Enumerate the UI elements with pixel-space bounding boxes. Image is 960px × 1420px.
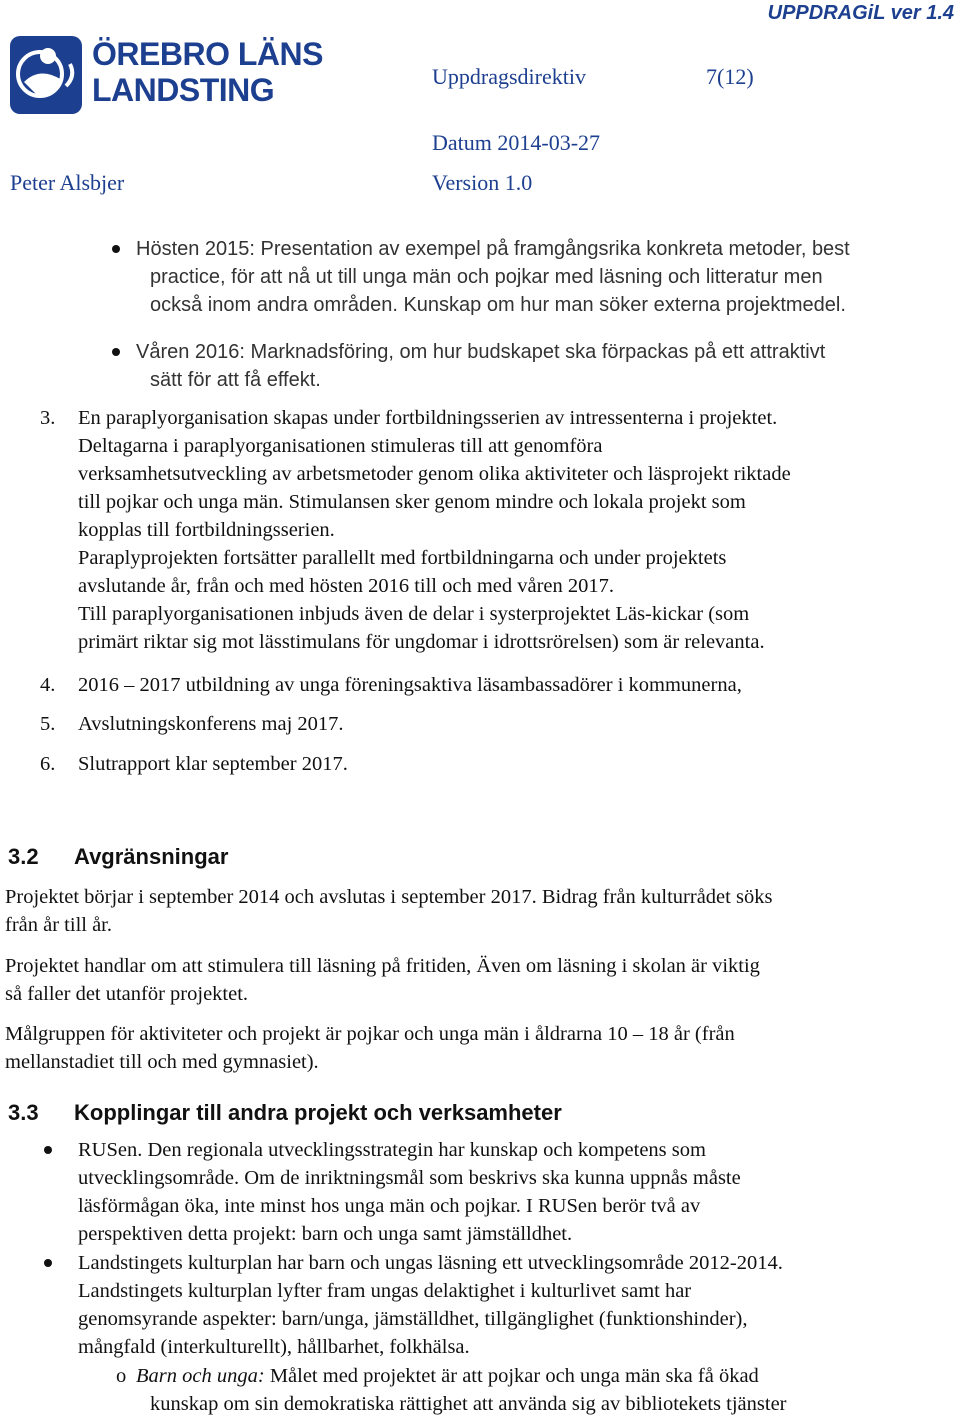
list-item-3 (78, 404, 791, 656)
text-line: kopplas till fortbildningsserien. (78, 519, 335, 541)
connection-bullet-1 (78, 1136, 741, 1248)
text-line: från år till år. (5, 914, 113, 936)
text-line: Hösten 2015: Presentation av exempel på framgångsrika konkreta metoder, best (136, 238, 850, 260)
sub-bullet-marker: o (116, 1365, 127, 1387)
intro-bullet-2 (136, 338, 825, 394)
paragraph-3-2-1 (5, 883, 772, 939)
document-type: Uppdragsdirektiv (432, 64, 586, 89)
text-line: Landstingets kulturplan lyfter fram ungas delaktighet i kulturlivet samt har (78, 1280, 692, 1302)
bullet-icon (112, 348, 120, 356)
logo-line-2: LANDSTING (92, 72, 275, 108)
text-line: verksamhetsutveckling av arbetsmetoder genom olika aktiviteter och läsprojekt riktade (78, 463, 791, 485)
text-line: primärt riktar sig mot lässtimulans för ungdomar i idrottsrörelsen) som är relevanta. (78, 631, 765, 653)
bullet-icon (44, 1259, 52, 1267)
list-item-4: 2016 – 2017 utbildning av unga föreningsaktiva läsambassadörer i kommunerna, (78, 674, 742, 696)
section-number-3-2: 3.2 (8, 844, 39, 869)
logo-line-1: ÖREBRO LÄNS (92, 36, 323, 72)
list-item-5: Avslutningskonferens maj 2017. (78, 713, 344, 735)
text-line: Målgruppen för aktiviteter och projekt är pojkar och unga män i åldrarna 10 – 18 år (från (5, 1023, 735, 1045)
section-number-3-3: 3.3 (8, 1100, 39, 1125)
paragraph-3-2-2 (5, 952, 760, 1008)
text-line: avslutande år, från och med hösten 2016 till och med våren 2017. (78, 575, 615, 597)
text-line: sätt för att få effekt. (150, 369, 321, 391)
list-number-3: 3. (40, 407, 56, 429)
text-line: Projektet börjar i september 2014 och avslutas i september 2017. Bidrag från kulturrådet söks (5, 886, 773, 908)
organization-logo (10, 36, 323, 116)
text-line: genomsyrande aspekter: barn/unga, jämställdhet, tillgänglighet (funktionshinder), (78, 1308, 748, 1330)
sub-bullet (136, 1362, 787, 1418)
text-line: perspektiven detta projekt: barn och unga samt jämställdhet. (78, 1223, 573, 1245)
list-number-5: 5. (40, 713, 56, 735)
text-line: mångfald (interkulturellt), hållbarhet, folkhälsa. (78, 1336, 470, 1358)
list-item-6: Slutrapport klar september 2017. (78, 753, 348, 775)
document-author: Peter Alsbjer (10, 170, 125, 195)
sub-bullet-rest: Målet med projektet är att pojkar och unga män ska få ökad (264, 1365, 759, 1387)
text-line: Landstingets kulturplan har barn och ungas läsning ett utvecklingsområde 2012-2014. (78, 1252, 783, 1274)
list-number-6: 6. (40, 753, 56, 775)
text-line (136, 1362, 787, 1390)
text-line: så faller det utanför projektet. (5, 983, 249, 1005)
document-date: Datum 2014-03-27 (432, 130, 601, 155)
logo-emblem-icon (10, 36, 82, 116)
bullet-icon (44, 1146, 52, 1154)
section-heading-3-3: Kopplingar till andra projekt och verksamheter (74, 1100, 562, 1125)
text-line: RUSen. Den regionala utvecklingsstrategin har kunskap och kompetens som (78, 1139, 706, 1161)
text-line: också inom andra områden. Kunskap om hur man söker externa projektmedel. (150, 294, 846, 316)
text-line: En paraplyorganisation skapas under fortbildningsserien av intressenterna i projektet. (78, 407, 778, 429)
text-line: kunskap om sin demokratiska rättighet att använda sig av bibliotekets tjänster (150, 1393, 787, 1415)
text-line: Våren 2016: Marknadsföring, om hur budskapet ska förpackas på ett attraktivt (136, 341, 826, 363)
sub-bullet-lead: Barn och unga: (136, 1365, 265, 1387)
text-line: practice, för att nå ut till unga män och pojkar med läsning och litteratur men (150, 266, 823, 288)
section-heading-3-2: Avgränsningar (74, 844, 229, 869)
text-line: mellanstadiet till och med gymnasiet). (5, 1051, 319, 1073)
document-version: Version 1.0 (432, 170, 533, 195)
text-line: läsförmågan öka, inte minst hos unga män och pojkar. I RUSen berör två av (78, 1195, 701, 1217)
intro-bullet-1 (136, 235, 850, 319)
text-line: till pojkar och unga män. Stimulansen sker genom mindre och lokala projekt som (78, 491, 746, 513)
text-line: Deltagarna i paraplyorganisationen stimuleras till att genomföra (78, 435, 603, 457)
bullet-icon (112, 245, 120, 253)
paragraph-3-2-3 (5, 1020, 735, 1076)
text-line: Projektet handlar om att stimulera till läsning på fritiden, Även om läsning i skolan är viktig (5, 955, 760, 977)
connection-bullet-2 (78, 1249, 783, 1361)
text-line: Paraplyprojekten fortsätter parallellt med fortbildningarna och under projektets (78, 547, 727, 569)
version-flag: UPPDRAGiL ver 1.4 (767, 2, 954, 24)
text-line: utvecklingsområde. Om de inriktningsmål som beskrivs ska kunna uppnås måste (78, 1167, 741, 1189)
text-line: Till paraplyorganisationen inbjuds även de delar i systerprojektet Läs-kickar (som (78, 603, 750, 625)
list-number-4: 4. (40, 674, 56, 696)
page-number: 7(12) (706, 64, 754, 89)
